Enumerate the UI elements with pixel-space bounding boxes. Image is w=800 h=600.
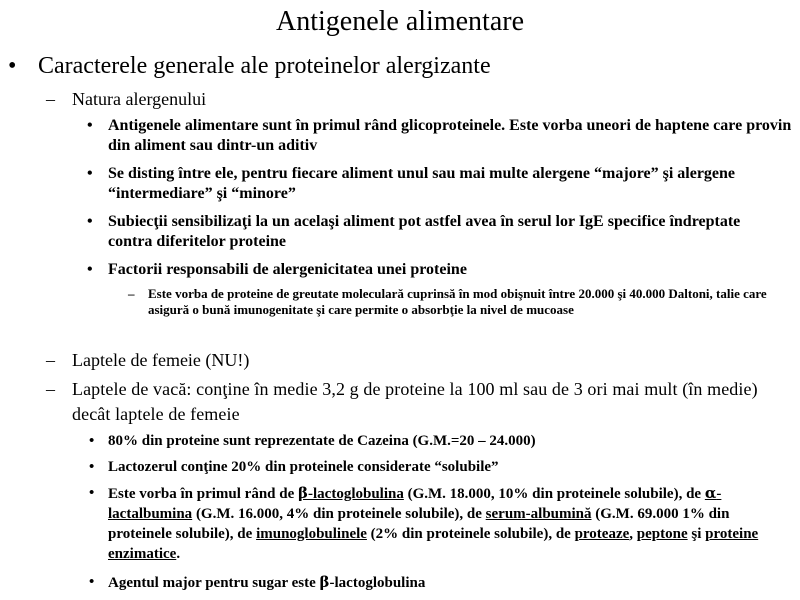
text: (G.M. 16.000, 4% din proteinele solubile), de [192, 506, 486, 522]
natura-point-1: Antigenele alimentare sunt în primul rând glicoproteinele. Este vorba uneori de haptene care provin din aliment sau dintr-un aditiv [108, 117, 792, 154]
bullet-icon: • [89, 459, 95, 475]
vaca-point-4 [108, 572, 792, 593]
term-text: -lactalbumina [108, 486, 722, 522]
section-heading: Caracterele generale ale proteinelor alergizante [38, 53, 491, 79]
subheading-femeie: Laptele de femeie (NU!) [72, 350, 250, 370]
subheading-vaca: Laptele de vacă: conţine în medie 3,2 g de proteine la 100 ml sau de 3 ori mai mult (în medie) decât laptele de femeie [72, 379, 758, 424]
bullet-icon: • [87, 213, 93, 230]
proteaze-term: proteaze [574, 526, 630, 542]
beta-lactoglobulina-term [298, 486, 404, 502]
beta-symbol: β [319, 573, 330, 591]
bullet-icon: • [8, 53, 17, 79]
dash-icon: – [46, 379, 55, 399]
bullet-icon: • [87, 261, 93, 278]
text: (G.M. 69.000 1% din proteinele solubile), de [108, 506, 730, 542]
text: Este vorba în primul rând de [108, 486, 299, 502]
dash-icon: – [128, 286, 135, 301]
subheading-natura: Natura alergenului [72, 89, 207, 109]
proteine-enzimatice-term: proteine enzimatice [108, 526, 759, 562]
vaca-point-2: Lactozerul conţine 20% din proteinele considerate “solubile” [108, 459, 499, 475]
factori-detail: Este vorba de proteine de greutate moleculară cuprinsă în mod obişnuit între 20.000 şi 40.000 Daltoni, talie care asigură o bună imunogenitate şi care permite o absorbţie la nivel de mucoase [148, 286, 767, 317]
text: (2% din proteinele solubile), de [366, 526, 575, 542]
text: , [629, 526, 637, 542]
slide-title: Antigenele alimentare [276, 6, 524, 37]
bullet-icon: • [87, 117, 93, 134]
bullet-icon: • [89, 574, 95, 590]
term-text: -lactoglobulina [329, 575, 426, 591]
vaca-point-3 [108, 483, 792, 564]
text: (G.M. 18.000, 10% din proteinele solubile), de [403, 486, 705, 502]
natura-point-3: Subiecţii sensibilizaţi la un acelaşi aliment pot astfel avea în serul lor IgE specifice îndreptate contra diferitelor proteine [108, 213, 741, 250]
serum-albumina-term: serum-albumină [485, 506, 592, 522]
text: Agentul major pentru sugar este [108, 575, 320, 591]
text: şi [687, 526, 706, 542]
vaca-point-1: 80% din proteine sunt reprezentate de Cazeina (G.M.=20 – 24.000) [108, 433, 536, 449]
natura-point-4: Factorii responsabili de alergenicitatea unei proteine [108, 261, 467, 278]
bullet-icon: • [89, 485, 95, 501]
dash-icon: – [46, 89, 55, 109]
beta-symbol: β [298, 484, 308, 502]
natura-point-2: Se disting între ele, pentru fiecare aliment unul sau mai multe alergene “majore” şi alergene “intermediare” şi “minore” [108, 165, 736, 202]
text: . [176, 546, 181, 562]
bullet-icon: • [89, 433, 95, 449]
term-text: -lactoglobulina [308, 486, 404, 502]
alpha-symbol: α [704, 484, 717, 502]
dash-icon: – [46, 350, 55, 370]
peptone-term: peptone [636, 526, 688, 542]
bullet-icon: • [87, 165, 93, 182]
imunoglobulinele-term: imunoglobulinele [256, 526, 367, 542]
